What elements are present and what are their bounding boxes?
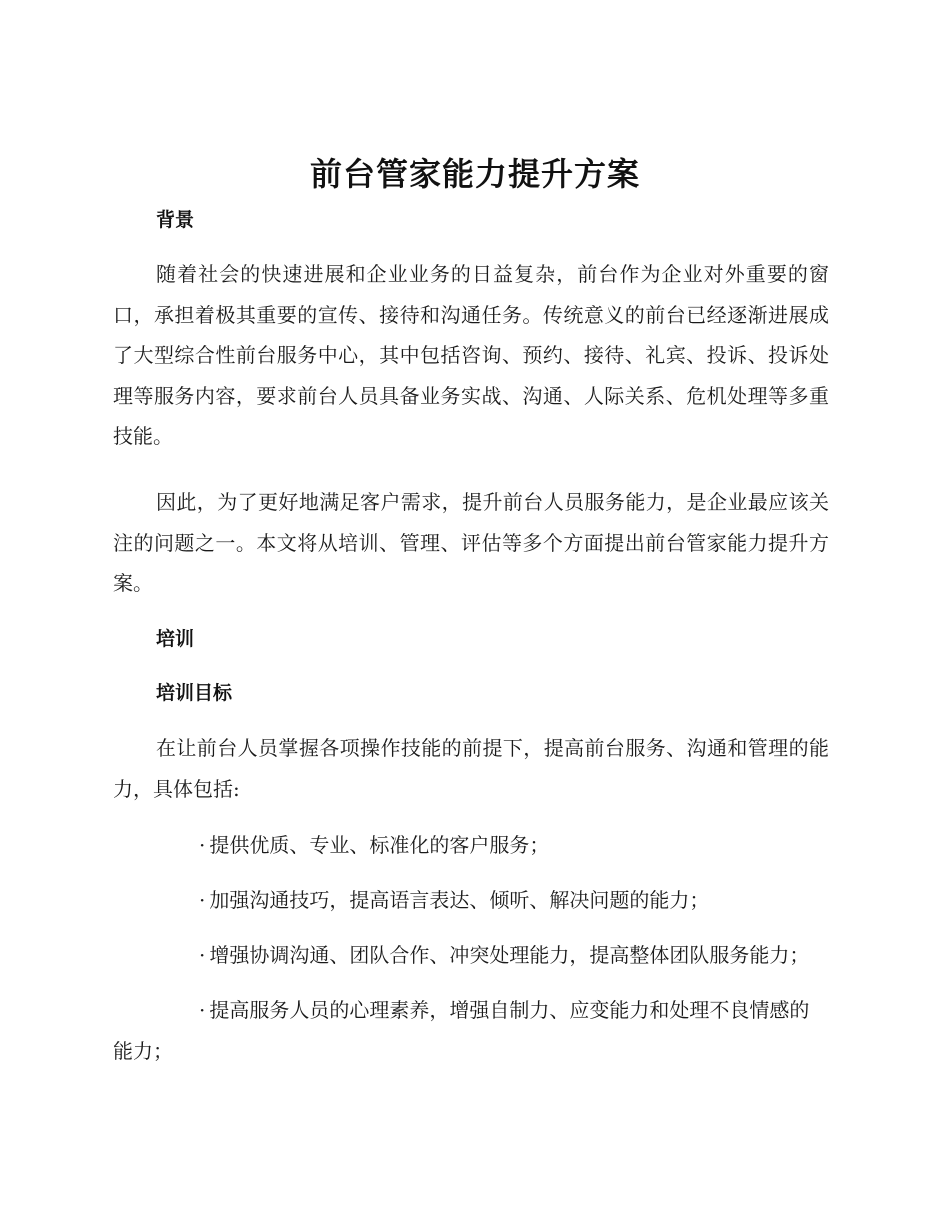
bullet-marker: · [199,833,206,857]
list-item-text: 加强沟通技巧，提高语言表达、倾听、解决问题的能力； [209,888,710,912]
training-goal-intro: 在让前台人员掌握各项操作技能的前提下，提高前台服务、沟通和管理的能力，具体包括: [113,736,829,801]
subsection-heading-training-goal: 培训目标 [156,682,233,704]
list-item-text: 提高服务人员的心理素养，增强自制力、应变能力和处理不良情感的能力； [113,998,810,1063]
list-item [113,825,829,866]
section-heading-background: 背景 [156,209,195,231]
background-paragraph-1: 随着社会的快速进展和企业业务的日益复杂，前台作为企业对外重要的窗口，承担着极其重要的宣传、接待和沟通任务。传统意义的前台已经逐渐进展成了大型综合性前台服务中心，其中包括咨询、预约、接待、礼宾、投诉、投诉处理等服务内容，要求前台人员具备业务实战、沟通、人际关系、危机处理等多重技能。 [113,262,829,448]
section-heading-training: 培训 [156,628,195,650]
list-item [113,880,829,921]
list-item-text: 增强协调沟通、团队合作、冲突处理能力，提高整体团队服务能力； [209,943,810,967]
bullet-marker: · [199,888,206,912]
bullet-marker: · [199,998,206,1022]
list-item [113,935,829,976]
document-title: 前台管家能力提升方案 [309,155,640,193]
bullet-marker: · [199,943,206,967]
background-paragraph-2: 因此，为了更好地满足客户需求，提升前台人员服务能力，是企业最应该关注的问题之一。本文将从培训、管理、评估等多个方面提出前台管家能力提升方案。 [113,490,829,595]
list-item [113,990,829,1071]
list-item-text: 提供优质、专业、标准化的客户服务； [209,833,550,857]
